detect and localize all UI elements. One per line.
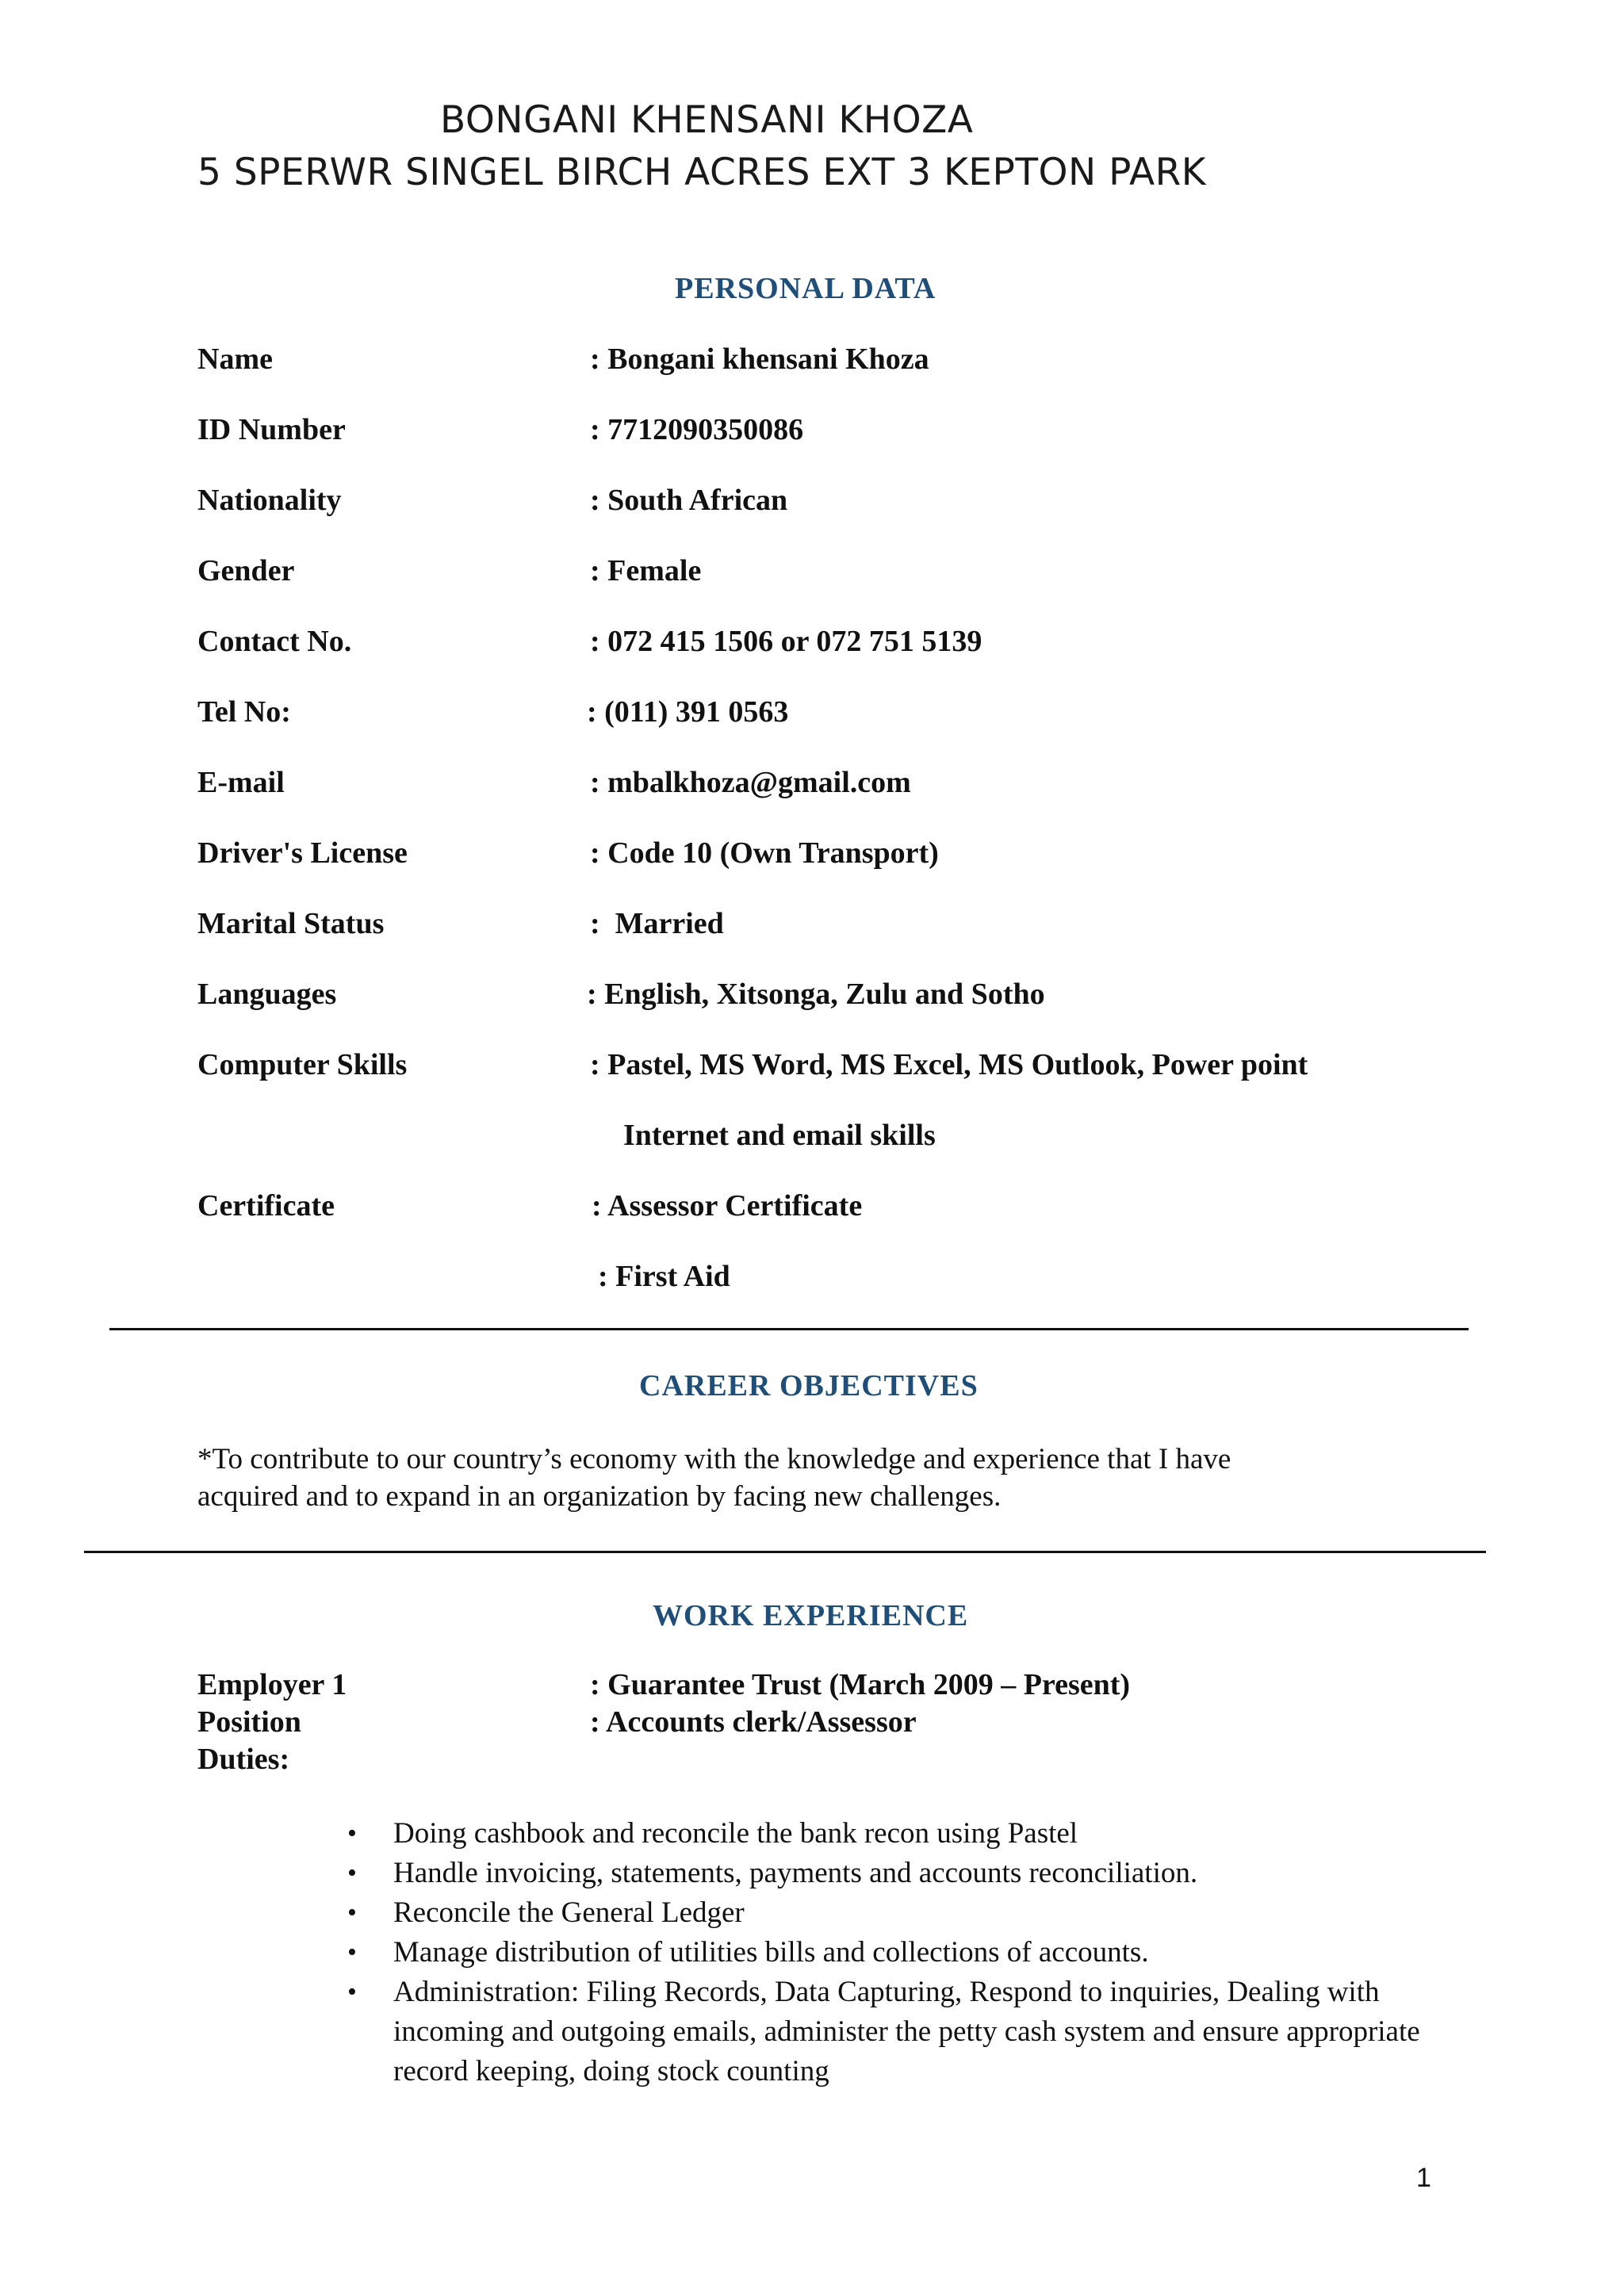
section-divider — [109, 1328, 1469, 1330]
personal-row-label: E-mail — [197, 766, 285, 799]
personal-row-value: : Pastel, MS Word, MS Excel, MS Outlook, Power point — [590, 1048, 1308, 1081]
section-divider — [84, 1551, 1486, 1553]
bullet-icon: • — [347, 1977, 357, 2007]
duties-list — [333, 1814, 1443, 2091]
personal-row-value: : (011) 391 0563 — [587, 695, 789, 729]
bullet-icon: • — [347, 1858, 357, 1888]
bullet-icon: • — [347, 1819, 357, 1848]
position-row — [0, 1705, 1624, 1744]
personal-row-value: : Female — [590, 554, 702, 587]
personal-row-label: Languages — [197, 978, 337, 1011]
career-objectives-title: CAREER OBJECTIVES — [639, 1369, 979, 1402]
personal-row — [0, 412, 1624, 452]
career-objectives-text — [197, 1441, 1403, 1515]
personal-row-label: Driver's License — [197, 836, 408, 870]
career-objectives-line: acquired and to expand in an organization by facing new challenges. — [197, 1480, 1002, 1513]
personal-row-value: : Assessor Certificate — [592, 1189, 863, 1223]
list-item — [333, 1814, 1443, 1854]
duty-text: Handle invoicing, statements, payments and accounts reconciliation. — [393, 1857, 1198, 1889]
personal-row — [0, 553, 1624, 593]
list-item — [333, 1893, 1443, 1933]
employer-row — [0, 1667, 1624, 1707]
personal-row-value: : Bongani khensani Khoza — [590, 342, 929, 376]
personal-row — [0, 1188, 1624, 1228]
personal-row-label: Nationality — [197, 484, 342, 517]
personal-row — [0, 624, 1624, 664]
employer-value: : Guarantee Trust (March 2009 – Present) — [590, 1668, 1131, 1701]
personal-row — [0, 977, 1624, 1016]
personal-row — [0, 483, 1624, 522]
employer-label: Employer 1 — [197, 1668, 347, 1701]
personal-row — [0, 836, 1624, 875]
personal-data-title: PERSONAL DATA — [675, 272, 936, 305]
personal-row — [0, 1259, 1624, 1299]
personal-row — [0, 1118, 1624, 1158]
header-name: BONGANI KHENSANI KHOZA — [440, 98, 974, 142]
duties-label: Duties: — [197, 1743, 290, 1776]
personal-row-label: Marital Status — [197, 907, 385, 940]
personal-row-value: : South African — [590, 484, 788, 517]
position-value: : Accounts clerk/Assessor — [590, 1705, 917, 1739]
duties-row — [0, 1742, 1624, 1781]
bullet-icon: • — [347, 1898, 357, 1927]
personal-row-label: Computer Skills — [197, 1048, 408, 1081]
duty-text: Administration: Filing Records, Data Capturing, Respond to inquiries, Dealing with incoming and outgoing emails, administer the petty cash system and ensure appropriate record keeping, doing stock counting — [393, 1976, 1420, 2087]
list-item — [333, 1973, 1443, 2091]
duty-text: Reconcile the General Ledger — [393, 1896, 745, 1929]
personal-row-label: Certificate — [197, 1189, 335, 1223]
page-number: 1 — [1416, 2163, 1431, 2193]
personal-row-value: : First Aid — [598, 1260, 730, 1293]
personal-row-label: ID Number — [197, 413, 346, 446]
personal-row — [0, 1047, 1624, 1087]
personal-row-value: : 072 415 1506 or 072 751 5139 — [590, 625, 982, 658]
personal-row-label: Tel No: — [197, 695, 291, 729]
personal-row-label: Gender — [197, 554, 295, 587]
duty-text: Manage distribution of utilities bills and collections of accounts. — [393, 1936, 1149, 1969]
personal-row — [0, 906, 1624, 946]
personal-row-value: : Code 10 (Own Transport) — [590, 836, 939, 870]
position-label: Position — [197, 1705, 301, 1739]
header-address: 5 SPERWR SINGEL BIRCH ACRES EXT 3 KEPTON PARK — [197, 151, 1207, 194]
duty-text: Doing cashbook and reconcile the bank recon using Pastel — [393, 1817, 1078, 1850]
personal-row — [0, 695, 1624, 734]
personal-row — [0, 342, 1624, 381]
work-experience-title: WORK EXPERIENCE — [653, 1599, 969, 1632]
bullet-icon: • — [347, 1938, 357, 1967]
personal-row-value: : English, Xitsonga, Zulu and Sotho — [587, 978, 1045, 1011]
personal-row-value: : Married — [590, 907, 724, 940]
personal-row-value: : 7712090350086 — [590, 413, 804, 446]
personal-row-label: Contact No. — [197, 625, 352, 658]
list-item — [333, 1933, 1443, 1973]
personal-row-label: Name — [197, 342, 273, 376]
personal-row-value: : mbalkhoza@gmail.com — [590, 766, 911, 799]
personal-row — [0, 765, 1624, 805]
career-objectives-line: *To contribute to our country’s economy with the knowledge and experience that I have — [197, 1443, 1231, 1475]
list-item — [333, 1854, 1443, 1893]
personal-row-value: Internet and email skills — [623, 1119, 936, 1152]
